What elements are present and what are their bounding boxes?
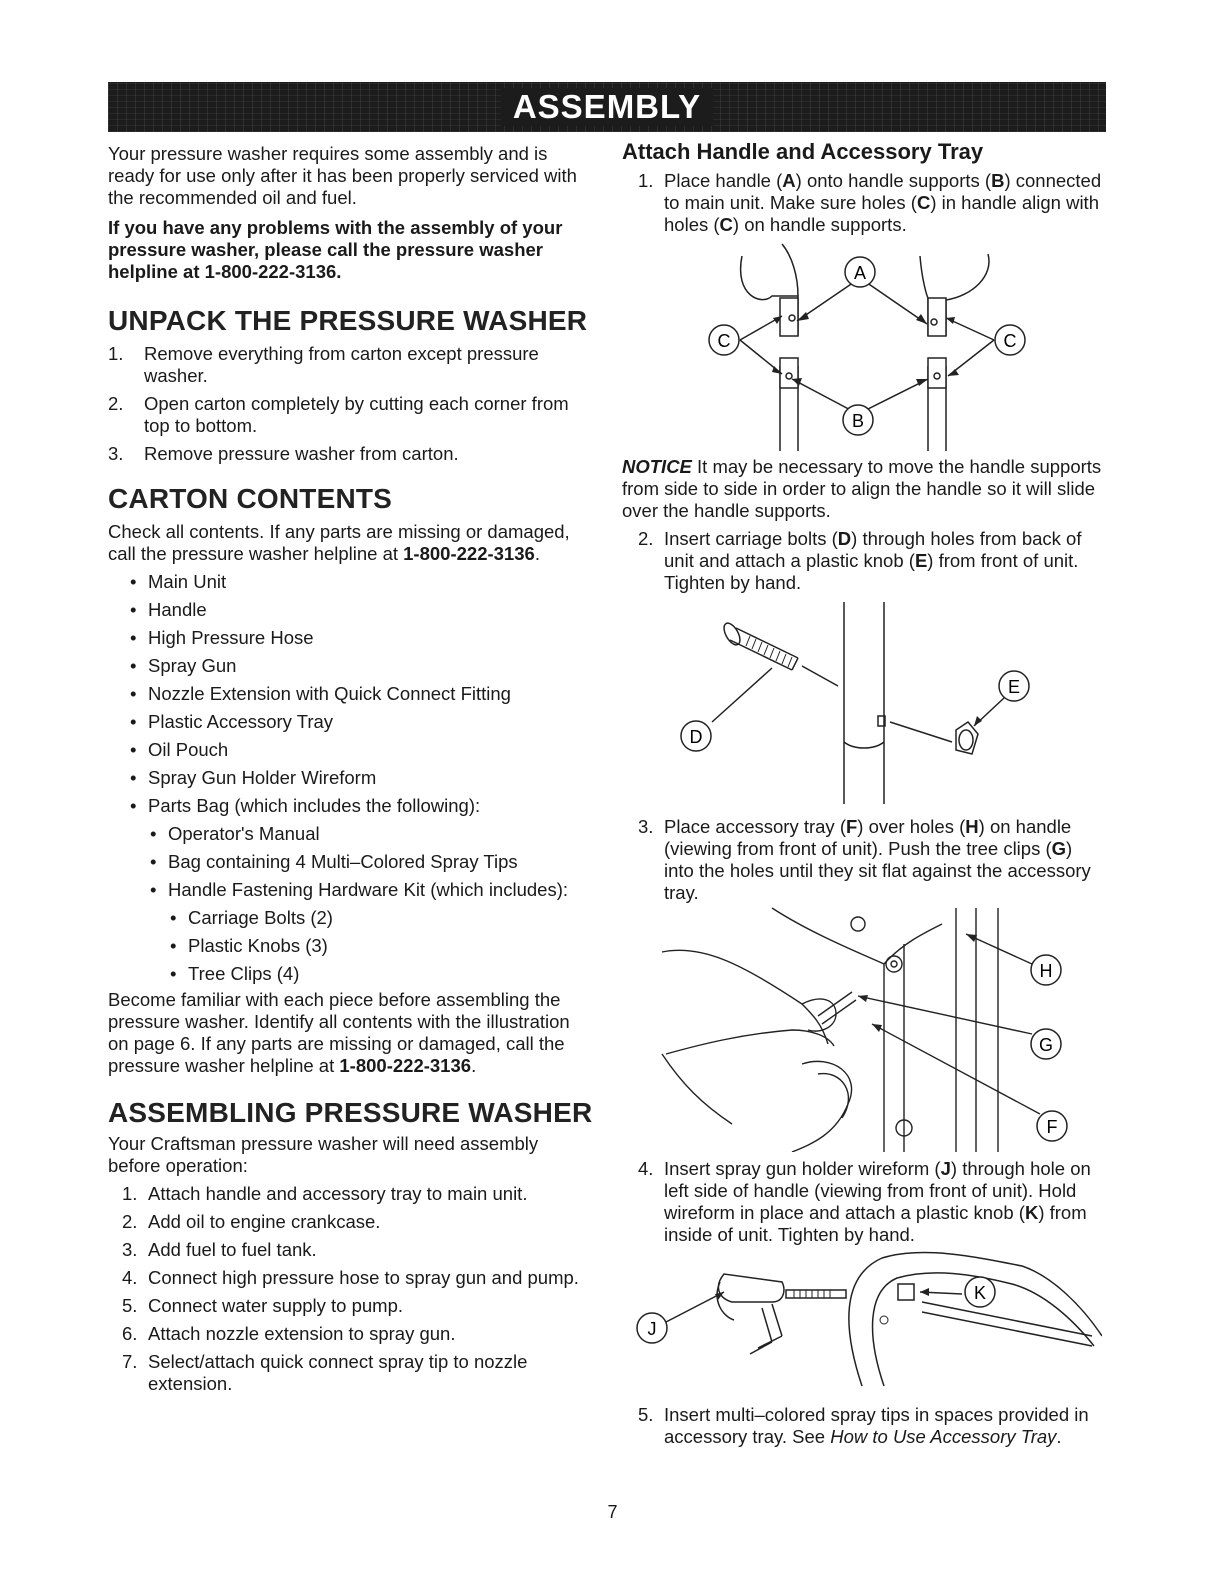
- list-item: • Parts Bag (which includes the following):: [108, 795, 593, 817]
- carriage-bolt-figure: [622, 594, 1102, 804]
- list-item: • Tree Clips (4): [108, 963, 593, 985]
- intro-paragraph: Your pressure washer requires some assembly and is ready for use only after it has been properly serviced with the recommended oil and fuel.: [108, 143, 577, 208]
- callout-c-left-label: C: [717, 331, 731, 351]
- handle-supports-figure: [622, 236, 1102, 454]
- list-item: • Carriage Bolts (2): [108, 907, 593, 929]
- list-item: 6. Attach nozzle extension to spray gun.: [122, 1323, 456, 1344]
- assembling-intro: Your Craftsman pressure washer will need assembly before operation:: [108, 1133, 539, 1176]
- list-item: • Spray Gun: [108, 655, 593, 677]
- callout-a-label: A: [853, 263, 867, 283]
- callout-c-right-label: C: [1003, 331, 1017, 351]
- attach-heading: Attach Handle and Accessory Tray: [622, 139, 984, 164]
- helpline-notice: If you have any problems with the assembly of your pressure washer, please call the pressure washer helpline at 1-800-222-3136.: [108, 217, 563, 282]
- carton-intro: Check all contents. If any parts are missing or damaged, call the pressure washer helpline at 1-800-222-3136.: [108, 521, 570, 564]
- unpack-steps: [108, 343, 593, 465]
- step-3: 3. Place accessory tray (F) over holes (H) on handle (viewing from front of unit). Push the tree clips (G) into the holes until they sit flat against the accessory tray.: [638, 816, 1091, 903]
- callout-f-label: F: [1046, 1117, 1058, 1137]
- callout-d-label: D: [689, 727, 703, 747]
- unpack-heading: UNPACK THE PRESSURE WASHER: [108, 305, 588, 336]
- list-item: • High Pressure Hose: [108, 627, 593, 649]
- callout-h-label: H: [1039, 961, 1053, 981]
- list-item: 2. Open carton completely by cutting each corner from top to bottom.: [108, 393, 569, 436]
- left-column: [108, 143, 593, 1395]
- wireform-figure: [622, 1246, 1102, 1396]
- assembling-heading: ASSEMBLING PRESSURE WASHER: [108, 1097, 593, 1128]
- notice-paragraph: NOTICE It may be necessary to move the handle supports from side to side in order to align the handle so it will slide over the handle supports.: [622, 456, 1102, 521]
- section-banner: [108, 82, 1106, 132]
- list-item: • Main Unit: [108, 571, 593, 593]
- list-item: • Nozzle Extension with Quick Connect Fitting: [108, 683, 593, 705]
- list-item: 7. Select/attach quick connect spray tip to nozzle extension.: [122, 1351, 528, 1394]
- carton-outro: Become familiar with each piece before assembling the pressure washer. Identify all contents with the illustration on page 6. If any parts are missing or damaged, call the pressure washer helpline at 1-800-222-3136.: [108, 989, 570, 1076]
- step-5: 5. Insert multi–colored spray tips in spaces provided in accessory tray. See How to Use Accessory Tray.: [638, 1404, 1089, 1447]
- list-item: 3. Add fuel to fuel tank.: [122, 1239, 317, 1260]
- callout-j-label: J: [647, 1319, 657, 1339]
- callout-k-label: K: [973, 1283, 987, 1303]
- step-2: 2. Insert carriage bolts (D) through holes from back of unit and attach a plastic knob (E) from front of unit. Tighten by hand.: [638, 528, 1082, 593]
- carton-heading: CARTON CONTENTS: [108, 483, 393, 514]
- list-item: 3. Remove pressure washer from carton.: [108, 443, 459, 464]
- list-item: • Plastic Knobs (3): [108, 935, 593, 957]
- list-item: 1. Attach handle and accessory tray to main unit.: [122, 1183, 528, 1204]
- accessory-tray-figure: [622, 904, 1102, 1152]
- callout-b-label: B: [851, 411, 865, 431]
- callout-e-label: E: [1007, 677, 1021, 697]
- list-item: 4. Connect high pressure hose to spray gun and pump.: [122, 1267, 579, 1288]
- carton-items: [108, 571, 593, 985]
- step-4: 4. Insert spray gun holder wireform (J) through hole on left side of handle (viewing from front of unit). Hold wireform in place and attach a plastic knob (K) from inside of unit. Tighten by hand.: [638, 1158, 1091, 1245]
- banner-title: ASSEMBLY: [501, 88, 713, 126]
- assembling-steps: [108, 1183, 593, 1395]
- list-item: • Spray Gun Holder Wireform: [108, 767, 593, 789]
- list-item: • Handle: [108, 599, 593, 621]
- list-item: • Operator's Manual: [108, 823, 593, 845]
- list-item: • Oil Pouch: [108, 739, 593, 761]
- right-column: [622, 138, 1102, 1448]
- list-item: 5. Connect water supply to pump.: [122, 1295, 404, 1316]
- step-1: 1. Place handle (A) onto handle supports (B) connected to main unit. Make sure holes (C) in handle align with holes (C) on handle supports.: [638, 170, 1102, 235]
- list-item: 2. Add oil to engine crankcase.: [122, 1211, 381, 1232]
- page-number: 7: [607, 1502, 618, 1522]
- list-item: • Bag containing 4 Multi–Colored Spray Tips: [108, 851, 593, 873]
- callout-g-label: G: [1038, 1035, 1054, 1055]
- list-item: 1. Remove everything from carton except pressure washer.: [108, 343, 539, 386]
- list-item: • Plastic Accessory Tray: [108, 711, 593, 733]
- list-item: • Handle Fastening Hardware Kit (which includes):: [108, 879, 593, 901]
